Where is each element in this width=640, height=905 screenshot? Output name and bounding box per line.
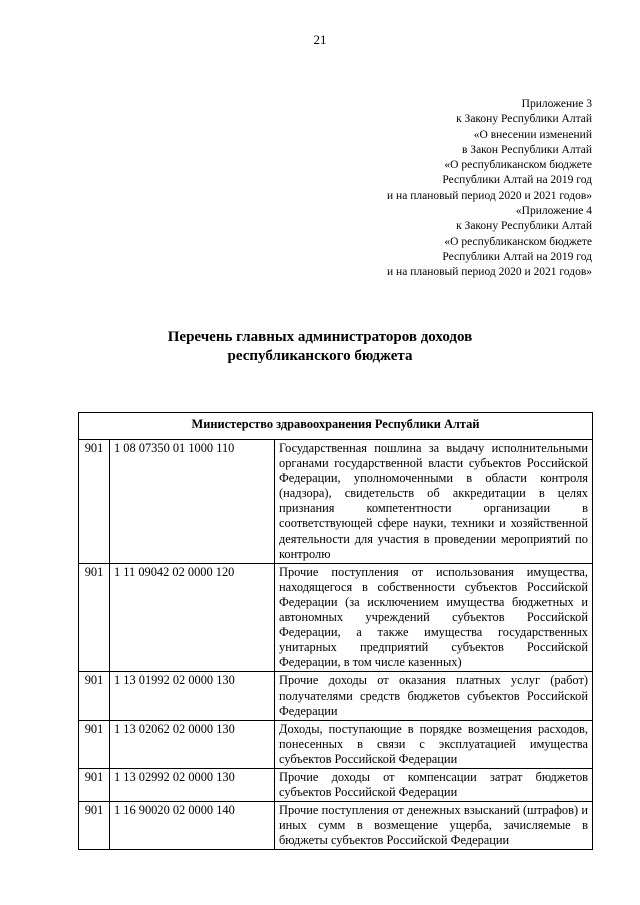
admin-code-cell: 901 bbox=[79, 802, 110, 850]
org-header: Министерство здравоохранения Республики Алтай bbox=[79, 413, 593, 440]
table-row bbox=[79, 802, 593, 850]
admin-code-cell: 901 bbox=[79, 440, 110, 564]
income-code-cell: 1 11 09042 02 0000 120 bbox=[110, 563, 275, 672]
document-title-line: Перечень главных администраторов доходов bbox=[167, 329, 473, 345]
income-code-cell: 1 16 90020 02 0000 140 bbox=[110, 802, 275, 850]
table-row bbox=[79, 720, 593, 768]
income-name-cell: Доходы, поступающие в порядке возмещения расходов, понесенных в связи с эксплуатацией имущества субъектов Российской Федерации bbox=[275, 720, 593, 768]
appendix-3-heading bbox=[387, 97, 592, 204]
appendix-3-line: Приложение 3 bbox=[521, 98, 592, 110]
income-code-cell: 1 08 07350 01 1000 110 bbox=[110, 440, 275, 564]
page-number: 21 bbox=[313, 32, 327, 47]
income-code-cell: 1 13 01992 02 0000 130 bbox=[110, 672, 275, 720]
income-code-cell: 1 13 02062 02 0000 130 bbox=[110, 720, 275, 768]
income-name-cell: Прочие поступления от денежных взысканий (штрафов) и иных сумм в возмещение ущерба, зачисляемые в бюджеты субъектов Российской Федерации bbox=[275, 802, 593, 850]
org-header-row bbox=[79, 413, 593, 440]
appendix-3-line: в Закон Республики Алтай bbox=[462, 143, 592, 156]
income-name-cell: Государственная пошлина за выдачу исполнительными органами государственной власти субъектов Российской Федерации, уполномоченными в области контроля (надзора), свидетельств об аккредитации в целях признания компетентности организации в соответствующей сфере науки, техники и хозяйственной деятельности для участия в проведении мероприятий по контролю bbox=[275, 440, 593, 564]
admin-code-cell: 901 bbox=[79, 672, 110, 720]
income-name-cell: Прочие доходы от оказания платных услуг (работ) получателями средств бюджетов субъектов Российской Федерации bbox=[275, 672, 593, 720]
admin-code-cell: 901 bbox=[79, 563, 110, 672]
table-row bbox=[79, 440, 593, 564]
appendix-3-line: и на плановый период 2020 и 2021 годов» bbox=[387, 189, 592, 202]
income-code-cell: 1 13 02992 02 0000 130 bbox=[110, 768, 275, 801]
admin-code-cell: 901 bbox=[79, 720, 110, 768]
appendix-4-line: Республики Алтай на 2019 год bbox=[442, 250, 592, 263]
table-row bbox=[79, 563, 593, 672]
appendix-3-line: «О республиканском бюджете bbox=[444, 159, 592, 172]
appendix-4-line: к Закону Республики Алтай bbox=[456, 220, 592, 233]
appendix-3-line: «О внесении изменений bbox=[473, 128, 592, 141]
administrators-table bbox=[78, 412, 593, 850]
appendix-4-line: «О республиканском бюджете bbox=[444, 235, 592, 248]
document-title-line: республиканского бюджета bbox=[227, 348, 413, 364]
appendix-4-line: «Приложение 4 bbox=[515, 205, 592, 217]
table-row bbox=[79, 672, 593, 720]
admin-code-cell: 901 bbox=[79, 768, 110, 801]
income-name-cell: Прочие поступления от использования имущества, находящегося в собственности субъектов Российской Федерации (за исключением имущества бюджетных и автономных учреждений субъектов Российской Федерации, а также имущества государственных унитарных предприятий субъектов Российской Федерации, в том числе казенных) bbox=[275, 563, 593, 672]
appendix-3-line: Республики Алтай на 2019 год bbox=[442, 174, 592, 187]
table-row bbox=[79, 768, 593, 801]
appendix-3-line: к Закону Республики Алтай bbox=[456, 113, 592, 126]
appendix-4-line: и на плановый период 2020 и 2021 годов» bbox=[387, 266, 592, 279]
appendix-4-heading bbox=[387, 204, 592, 280]
income-name-cell: Прочие доходы от компенсации затрат бюджетов субъектов Российской Федерации bbox=[275, 768, 593, 801]
document-title bbox=[0, 328, 640, 366]
